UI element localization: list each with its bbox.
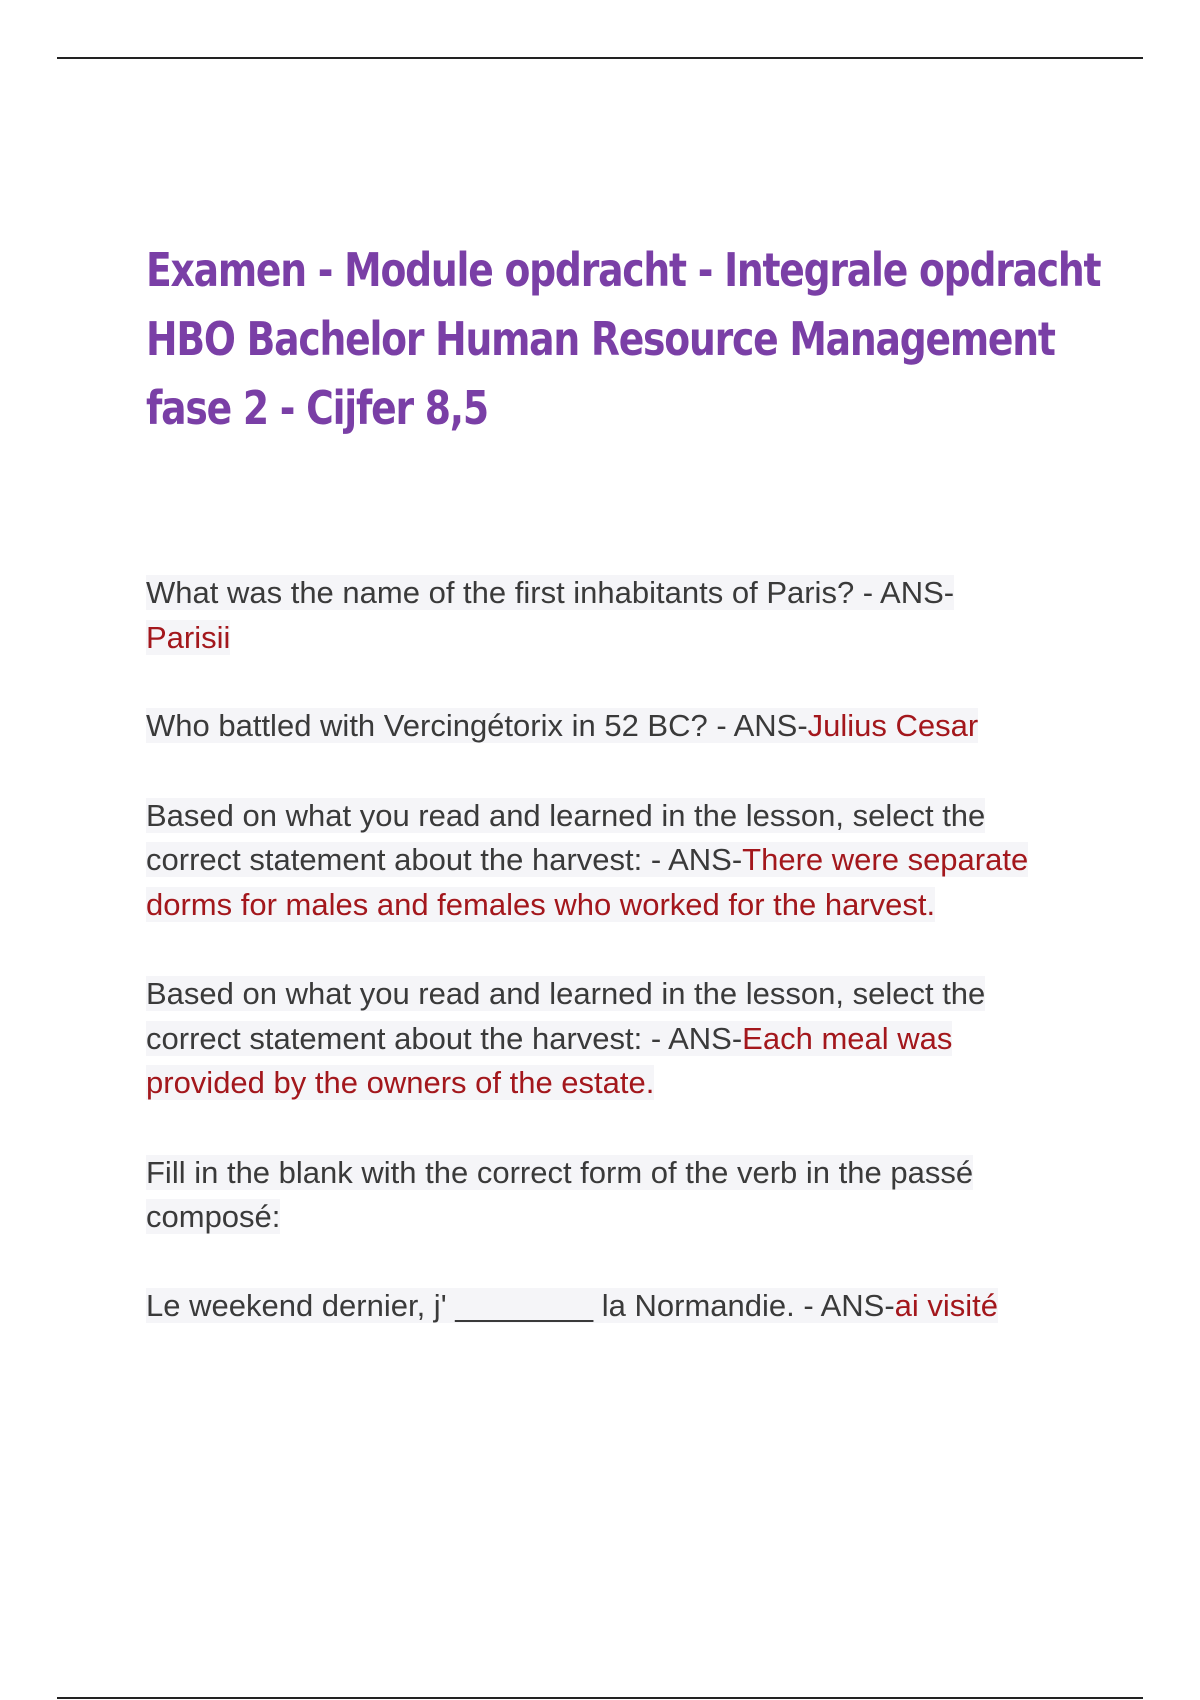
qa-line xyxy=(146,704,1106,749)
question-text: correct statement about the harvest: - ANS- xyxy=(146,842,743,877)
qa-line xyxy=(146,1284,1106,1329)
qa-line xyxy=(146,794,1106,839)
title-line: fase 2 - Cijfer 8,5 xyxy=(146,381,488,435)
qa-item xyxy=(146,704,1106,749)
qa-item xyxy=(146,972,1106,1106)
qa-line xyxy=(146,1195,1106,1240)
qa-item xyxy=(146,571,1106,660)
answer-text: Each meal was xyxy=(742,1020,953,1056)
question-text: Based on what you read and learned in the lesson, select the xyxy=(146,976,986,1011)
answer-text: Julius Cesar xyxy=(807,708,979,743)
qa-line xyxy=(146,883,1106,928)
qa-line xyxy=(146,571,1106,616)
question-text: composé: xyxy=(146,1199,281,1234)
qa-item xyxy=(146,1284,1106,1329)
qa-item xyxy=(146,794,1106,928)
bottom-divider xyxy=(57,1697,1143,1699)
question-text: Fill in the blank with the correct form of the verb in the passé xyxy=(146,1154,974,1190)
answer-text: provided by the owners of the estate. xyxy=(146,1065,655,1100)
question-text: Le weekend dernier, j' ________ la Normandie. - ANS- xyxy=(146,1287,895,1323)
document-title xyxy=(146,236,1105,443)
qa-item xyxy=(146,1151,1106,1240)
question-text: Based on what you read and learned in the lesson, select the xyxy=(146,797,986,833)
title-line: HBO Bachelor Human Resource Management xyxy=(146,312,1055,366)
question-text: What was the name of the first inhabitants of Paris? - ANS- xyxy=(146,575,955,610)
qa-line xyxy=(146,838,1106,883)
qa-line xyxy=(146,616,1106,661)
answer-text: ai visité xyxy=(894,1287,999,1323)
qa-line xyxy=(146,1151,1106,1196)
qa-line xyxy=(146,972,1106,1017)
qa-line xyxy=(146,1061,1106,1106)
answer-text: There were separate xyxy=(742,842,1029,877)
top-divider xyxy=(57,57,1143,59)
question-text: correct statement about the harvest: - ANS- xyxy=(146,1020,743,1056)
qa-list xyxy=(146,571,1106,1328)
qa-line xyxy=(146,1017,1106,1062)
answer-text: Parisii xyxy=(146,619,231,655)
title-line: Examen - Module opdracht - Integrale opdracht xyxy=(146,243,1101,297)
answer-text: dorms for males and females who worked for the harvest. xyxy=(146,886,936,922)
question-text: Who battled with Vercingétorix in 52 BC? - ANS- xyxy=(146,708,808,743)
